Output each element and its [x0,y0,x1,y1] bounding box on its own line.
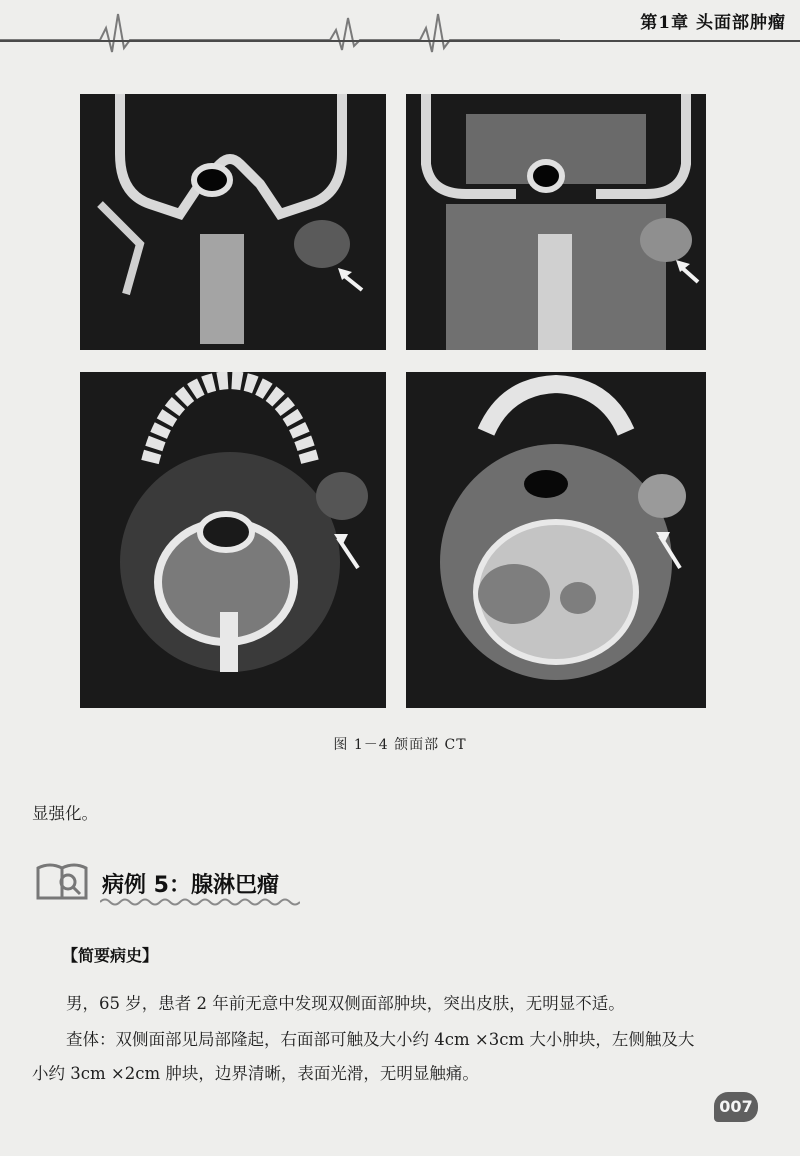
heartbeat-line-icon [0,0,560,60]
ct-image-axial-soft [406,372,706,708]
history-label: 【简要病史】 [62,946,159,965]
ct-image-axial-bone [80,372,386,708]
chapter-title: 第1章 头面部肿瘤 [632,8,786,33]
ct-image-coronal-bone [80,94,386,350]
book-magnifier-icon [34,860,90,904]
figure-caption: 图 1－4 颌面部 CT [333,737,467,753]
page-number: 007 [714,1092,758,1122]
exam-text-line-2: 小约 3cm ×2cm 肿块，边界清晰，表面光滑，无明显触痛。 [32,1064,479,1083]
continuation-text: 显强化。 [32,804,98,823]
header-rule [0,40,800,42]
exam-text-line-1: 查体：双侧面部见局部隆起，右面部可触及大小约 4cm ×3cm 大小肿块，左侧触及大 [66,1030,695,1049]
ct-panel-coronal-bone [80,94,386,350]
history-text: 男，65 岁，患者 2 年前无意中发现双侧面部肿块，突出皮肤，无明显不适。 [66,994,625,1013]
case-heading: 病例 5：腺淋巴瘤 [102,873,279,898]
ct-panel-coronal-soft [406,94,706,350]
ct-panel-axial-soft [406,372,706,708]
heading-underline [100,897,300,907]
page-header [0,0,800,60]
ct-image-coronal-soft [406,94,706,350]
ct-panel-axial-bone [80,372,386,708]
